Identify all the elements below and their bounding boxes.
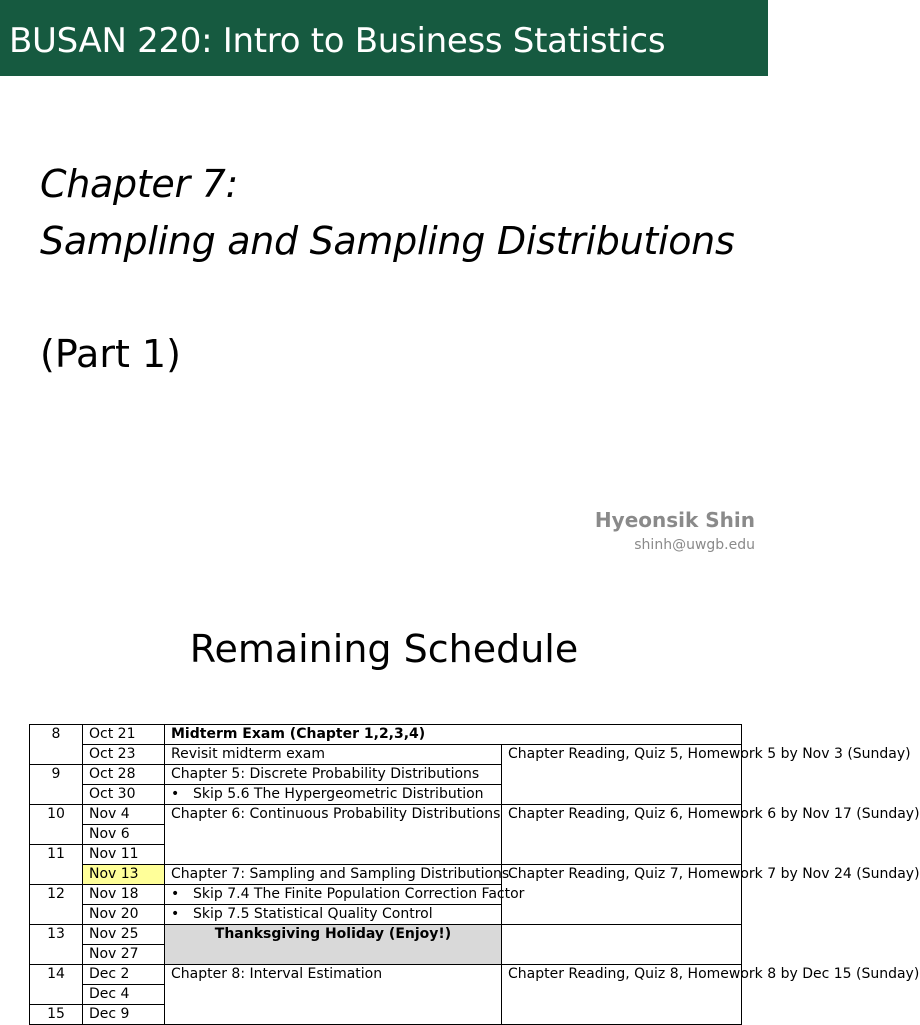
date-cell: Dec 9	[83, 1005, 165, 1025]
assignment-cell: Chapter Reading, Quiz 5, Homework 5 by Nov 3 (Sunday)	[502, 745, 742, 805]
week-cell: 14	[30, 965, 83, 1005]
date-cell: Nov 20	[83, 905, 165, 925]
bullet-item	[165, 885, 525, 905]
date-cell: Nov 6	[83, 825, 165, 845]
table-row	[30, 805, 742, 825]
week-cell: 11	[30, 845, 83, 885]
topic-cell: Chapter 5: Discrete Probability Distributions	[165, 765, 502, 785]
header-bar	[0, 0, 768, 76]
schedule-heading: Remaining Schedule	[189, 627, 579, 671]
holiday-cell: Thanksgiving Holiday (Enjoy!)	[165, 925, 502, 965]
bullet-text: Skip 7.5 Statistical Quality Control	[193, 906, 433, 922]
date-cell: Nov 11	[83, 845, 165, 865]
date-cell: Oct 30	[83, 785, 165, 805]
table-row	[30, 865, 742, 885]
week-cell: 8	[30, 725, 83, 765]
bullet-text: Skip 5.6 The Hypergeometric Distribution	[193, 786, 484, 802]
assignment-cell: Chapter Reading, Quiz 8, Homework 8 by Dec 15 (Sunday)	[502, 965, 742, 1025]
week-cell: 12	[30, 885, 83, 925]
date-cell: Nov 25	[83, 925, 165, 945]
bullet-item	[165, 785, 502, 805]
bullet-dot: •	[171, 906, 180, 922]
date-cell: Nov 27	[83, 945, 165, 965]
date-cell: Nov 4	[83, 805, 165, 825]
bullet-dot: •	[171, 786, 180, 802]
topic-cell: Chapter 6: Continuous Probability Distributions	[165, 805, 502, 865]
date-cell: Dec 2	[83, 965, 165, 985]
week-cell: 15	[30, 1005, 83, 1025]
assignment-cell: Chapter Reading, Quiz 6, Homework 6 by Nov 17 (Sunday)	[502, 805, 742, 865]
empty-cell	[502, 925, 742, 965]
date-cell-highlighted: Nov 13	[83, 865, 165, 885]
table-row	[30, 745, 742, 765]
bullet-text: Skip 7.4 The Finite Population Correction Factor	[193, 886, 525, 902]
topic-cell	[165, 725, 742, 745]
part-label: (Part 1)	[40, 332, 181, 376]
assignment-cell: Chapter Reading, Quiz 7, Homework 7 by Nov 24 (Sunday)	[502, 865, 742, 925]
date-cell: Oct 28	[83, 765, 165, 785]
date-cell: Dec 4	[83, 985, 165, 1005]
chapter-title: Sampling and Sampling Distributions	[40, 219, 735, 263]
week-cell: 10	[30, 805, 83, 845]
table-row	[30, 965, 742, 985]
course-title: BUSAN 220: Intro to Business Statistics	[9, 21, 666, 61]
author-email: shinh@uwgb.edu	[634, 537, 755, 553]
bullet-item	[165, 905, 502, 925]
author-name: Hyeonsik Shin	[594, 508, 755, 532]
date-cell: Nov 18	[83, 885, 165, 905]
table-row	[30, 725, 742, 745]
date-cell: Oct 23	[83, 745, 165, 765]
topic-cell: Chapter 7: Sampling and Sampling Distributions	[165, 865, 502, 885]
week-cell: 13	[30, 925, 83, 965]
chapter-number: Chapter 7:	[40, 162, 238, 206]
schedule-table	[29, 724, 920, 1025]
week-cell: 9	[30, 765, 83, 805]
table-row	[30, 925, 742, 945]
topic-text: Midterm Exam (Chapter 1,2,3,4)	[171, 726, 426, 742]
date-cell: Oct 21	[83, 725, 165, 745]
topic-cell: Chapter 8: Interval Estimation	[165, 965, 502, 1025]
bullet-dot: •	[171, 886, 180, 902]
topic-cell: Revisit midterm exam	[165, 745, 502, 765]
